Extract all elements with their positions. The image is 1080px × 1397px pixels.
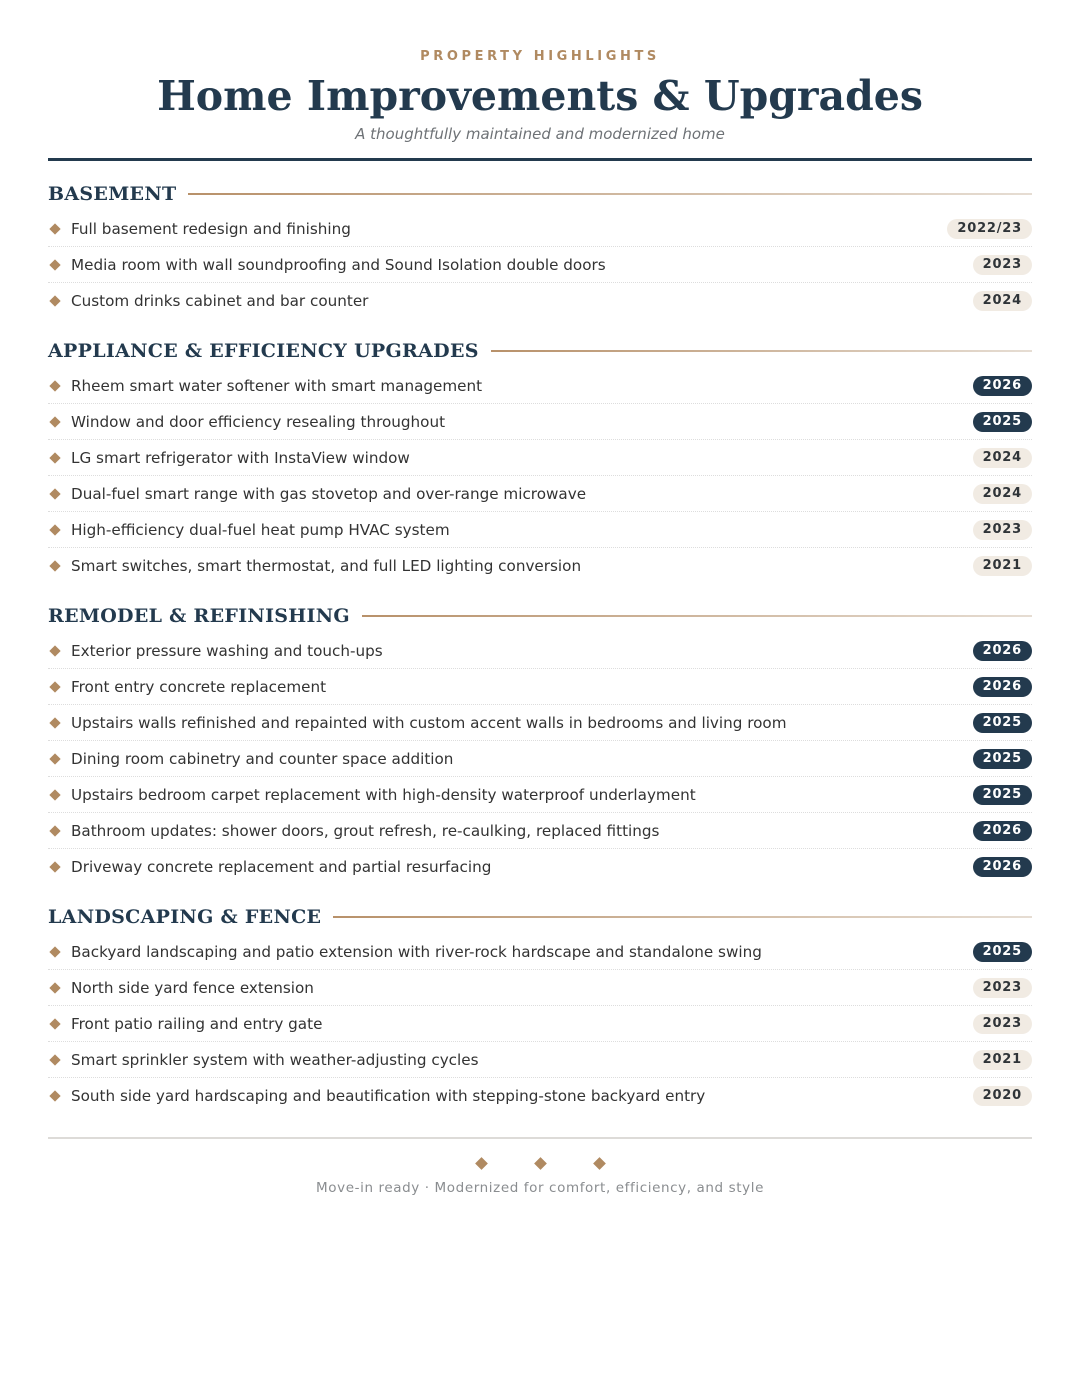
diamond-bullet-icon	[49, 645, 60, 656]
page-subtitle: A thoughtfully maintained and modernized home	[355, 125, 725, 143]
item-text: Upstairs walls refinished and repainted with custom accent walls in bedrooms and living room	[71, 713, 787, 732]
item-list	[48, 211, 1032, 318]
list-item	[48, 1042, 1032, 1078]
list-item	[48, 548, 1032, 583]
list-item	[48, 1006, 1032, 1042]
year-badge: 2023	[973, 255, 1032, 275]
item-text: Smart switches, smart thermostat, and full LED lighting conversion	[71, 556, 582, 575]
list-item	[48, 247, 1032, 283]
diamond-bullet-icon	[49, 295, 60, 306]
list-item	[48, 777, 1032, 813]
year-badge: 2026	[973, 677, 1032, 697]
diamond-bullet-icon	[49, 416, 60, 427]
year-badge: 2021	[973, 1050, 1032, 1070]
section-header	[48, 603, 1032, 629]
diamond-bullet-icon	[49, 223, 60, 234]
diamond-bullet-icon	[49, 259, 60, 270]
list-item	[48, 813, 1032, 849]
item-text: Front patio railing and entry gate	[71, 1014, 323, 1033]
item-text: Driveway concrete replacement and partial resurfacing	[71, 857, 492, 876]
diamond-bullet-icon	[49, 825, 60, 836]
item-text: Dining room cabinetry and counter space addition	[71, 749, 454, 768]
list-item	[48, 440, 1032, 476]
item-text: Rheem smart water softener with smart management	[71, 376, 483, 395]
item-text: Bathroom updates: shower doors, grout refresh, re-caulking, replaced fittings	[71, 821, 660, 840]
list-item	[48, 1078, 1032, 1113]
diamond-bullet-icon	[49, 1054, 60, 1065]
item-text: Custom drinks cabinet and bar counter	[71, 291, 369, 310]
item-text: Smart sprinkler system with weather-adjusting cycles	[71, 1050, 479, 1069]
diamond-bullet-icon	[49, 524, 60, 535]
year-badge: 2024	[973, 484, 1032, 504]
eyebrow-label: PROPERTY HIGHLIGHTS	[420, 49, 660, 64]
item-text: Front entry concrete replacement	[71, 677, 327, 696]
item-text: North side yard fence extension	[71, 978, 314, 997]
diamond-bullet-icon	[49, 789, 60, 800]
section	[48, 338, 1032, 583]
document-page	[48, 0, 1032, 1196]
header-divider	[48, 158, 1032, 161]
year-badge: 2023	[973, 520, 1032, 540]
diamond-bullet-icon	[49, 717, 60, 728]
item-text: Upstairs bedroom carpet replacement with high-density waterproof underlayment	[71, 785, 696, 804]
section-divider	[333, 916, 1032, 918]
item-text: Full basement redesign and finishing	[71, 219, 351, 238]
section-title: LANDSCAPING & FENCE	[48, 906, 322, 928]
item-text: LG smart refrigerator with InstaView window	[71, 448, 410, 467]
year-badge: 2026	[973, 376, 1032, 396]
year-badge: 2024	[973, 291, 1032, 311]
item-text: Window and door efficiency resealing throughout	[71, 412, 446, 431]
item-text: High-efficiency dual-fuel heat pump HVAC system	[71, 520, 450, 539]
list-item	[48, 404, 1032, 440]
section-title: BASEMENT	[48, 183, 177, 205]
section-divider	[362, 615, 1032, 617]
list-item	[48, 970, 1032, 1006]
item-list	[48, 633, 1032, 884]
section-divider	[491, 350, 1032, 352]
diamond-bullet-icon	[49, 1090, 60, 1101]
section	[48, 603, 1032, 884]
diamond-icon	[593, 1157, 606, 1170]
list-item	[48, 934, 1032, 970]
year-badge: 2022/23	[947, 219, 1032, 239]
year-badge: 2023	[973, 1014, 1032, 1034]
year-badge: 2021	[973, 556, 1032, 576]
year-badge: 2026	[973, 641, 1032, 661]
list-item	[48, 368, 1032, 404]
item-text: Backyard landscaping and patio extension with river-rock hardscape and standalone swing	[71, 942, 762, 961]
footer-ornament	[48, 1159, 1032, 1168]
diamond-bullet-icon	[49, 380, 60, 391]
section	[48, 904, 1032, 1113]
item-text: Media room with wall soundproofing and Sound Isolation double doors	[71, 255, 606, 274]
section-divider	[188, 193, 1032, 195]
year-badge: 2026	[973, 857, 1032, 877]
list-item	[48, 849, 1032, 884]
item-text: Dual-fuel smart range with gas stovetop and over-range microwave	[71, 484, 587, 503]
diamond-bullet-icon	[49, 452, 60, 463]
diamond-bullet-icon	[49, 488, 60, 499]
list-item	[48, 669, 1032, 705]
year-badge: 2025	[973, 785, 1032, 805]
section-header	[48, 338, 1032, 364]
diamond-bullet-icon	[49, 982, 60, 993]
item-text: South side yard hardscaping and beautification with stepping-stone backyard entry	[71, 1086, 706, 1105]
year-badge: 2023	[973, 978, 1032, 998]
section-header	[48, 181, 1032, 207]
list-item	[48, 512, 1032, 548]
list-item	[48, 476, 1032, 512]
section-title: APPLIANCE & EFFICIENCY UPGRADES	[48, 340, 479, 362]
year-badge: 2025	[973, 713, 1032, 733]
diamond-icon	[534, 1157, 547, 1170]
year-badge: 2024	[973, 448, 1032, 468]
item-list	[48, 934, 1032, 1113]
diamond-bullet-icon	[49, 861, 60, 872]
list-item	[48, 705, 1032, 741]
year-badge: 2025	[973, 412, 1032, 432]
diamond-bullet-icon	[49, 560, 60, 571]
page-title: Home Improvements & Upgrades	[157, 72, 923, 120]
diamond-bullet-icon	[49, 681, 60, 692]
year-badge: 2025	[973, 942, 1032, 962]
footer-tagline: Move-in ready · Modernized for comfort, efficiency, and style	[316, 1180, 764, 1196]
diamond-bullet-icon	[49, 946, 60, 957]
footer-divider	[48, 1137, 1032, 1139]
item-text: Exterior pressure washing and touch-ups	[71, 641, 383, 660]
diamond-bullet-icon	[49, 753, 60, 764]
list-item	[48, 741, 1032, 777]
section	[48, 181, 1032, 318]
section-title: REMODEL & REFINISHING	[48, 605, 350, 627]
year-badge: 2025	[973, 749, 1032, 769]
year-badge: 2020	[973, 1086, 1032, 1106]
list-item	[48, 211, 1032, 247]
item-list	[48, 368, 1032, 583]
list-item	[48, 633, 1032, 669]
year-badge: 2026	[973, 821, 1032, 841]
section-header	[48, 904, 1032, 930]
sections-container	[48, 181, 1032, 1113]
diamond-bullet-icon	[49, 1018, 60, 1029]
diamond-icon	[475, 1157, 488, 1170]
list-item	[48, 283, 1032, 318]
